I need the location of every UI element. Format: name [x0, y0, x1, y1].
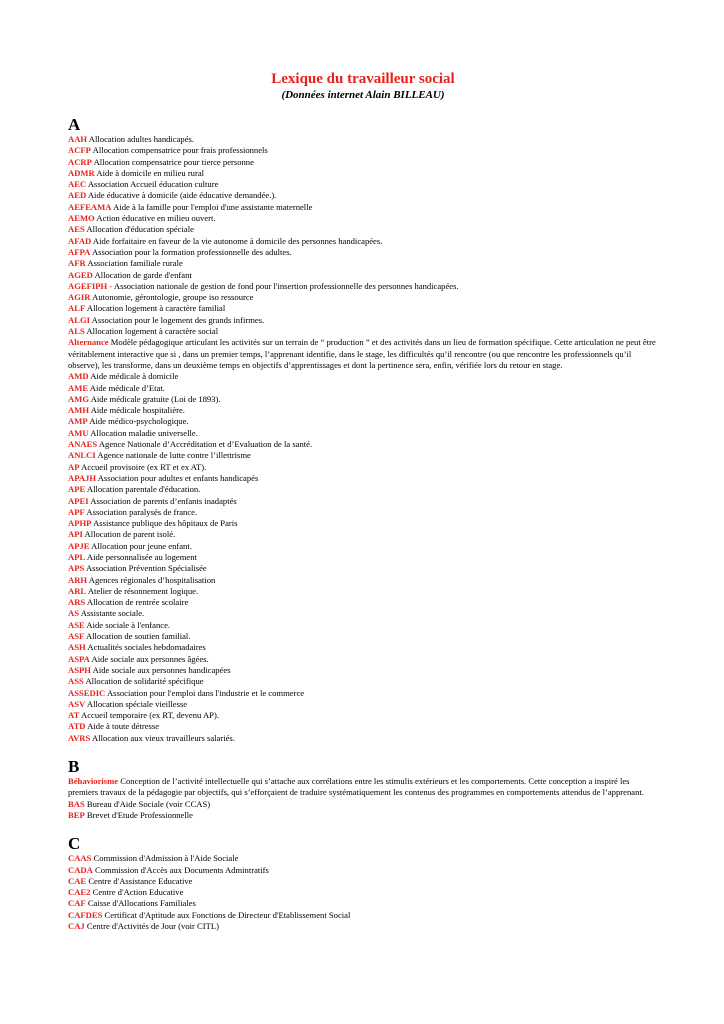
entry-abbreviation: AEMO — [68, 213, 95, 224]
entry-definition: Modèle pédagogique articulant les activités sur un terrain de “ production ” et des activités dans un lieu de formation spécifique. Cette articulation ne peut être véritablement interactive que si , dans un premier temps, l’apprenant identifie, dans le stage, les difficultés qu’il rencontre (ou que rencontre les professionnels qu’il observe), les transforme, dans un deuxième temps en objectifs d’apprentissages et dont la pertinence sera, enfin, vérifiée lors du retour en stage. — [68, 337, 656, 370]
entry-definition: Aide médicale gratuite (Loi de 1893). — [90, 393, 221, 404]
entry-abbreviation: AFAD — [68, 235, 92, 246]
entry-abbreviation: APEI — [68, 495, 89, 506]
lexicon-entry — [68, 608, 658, 619]
entry-abbreviation: CADA — [68, 864, 93, 875]
document-page — [68, 70, 658, 932]
entry-abbreviation: CAE — [68, 875, 87, 886]
entry-abbreviation: ALGI — [68, 314, 90, 325]
lexicon-entry — [68, 876, 658, 887]
lexicon-entry — [68, 665, 658, 676]
lexicon-entry — [68, 654, 658, 665]
lexicon-entry — [68, 721, 658, 732]
lexicon-entry — [68, 898, 658, 909]
lexicon-entry — [68, 597, 658, 608]
entry-definition: Agences régionales d’hospitalisation — [88, 574, 216, 585]
lexicon-entry — [68, 473, 658, 484]
lexicon-entry — [68, 887, 658, 898]
entry-abbreviation: AGED — [68, 269, 93, 280]
entry-abbreviation: ACRP — [68, 156, 92, 167]
entry-abbreviation: Béhaviorisme — [68, 776, 119, 787]
entry-abbreviation: ARL — [68, 585, 87, 596]
section-c — [68, 835, 658, 932]
entry-definition: Allocation de rentrée scolaire — [86, 597, 189, 608]
lexicon-entry — [68, 484, 658, 495]
lexicon-entry — [68, 810, 658, 821]
lexicon-entry — [68, 224, 658, 235]
entry-abbreviation: ASS — [68, 676, 84, 687]
entry-definition: Association pour la formation professionnelle des adultes. — [91, 246, 292, 257]
lexicon-entry — [68, 337, 658, 371]
entry-definition: Aide à toute détresse — [87, 721, 160, 732]
lexicon-entry — [68, 563, 658, 574]
entry-abbreviation: AMD — [68, 371, 89, 382]
entry-abbreviation: APAJH — [68, 472, 97, 483]
entry-definition: Assistante sociale. — [80, 608, 145, 619]
entry-abbreviation: AEFEAMA — [68, 201, 112, 212]
lexicon-entry — [68, 921, 658, 932]
entry-definition: Association Accueil éducation culture — [87, 179, 219, 190]
entry-abbreviation: AAH — [68, 134, 88, 144]
entry-definition: Accueil temporaire (ex RT, devenu AP). — [81, 710, 219, 721]
document-subtitle: (Données internet Alain BILLEAU) — [281, 89, 445, 101]
lexicon-entry — [68, 865, 658, 876]
lexicon-entry — [68, 236, 658, 247]
entry-abbreviation: ASE — [68, 619, 85, 630]
lexicon-entry — [68, 168, 658, 179]
lexicon-entry — [68, 799, 658, 810]
entry-definition: Allocation spéciale vieillesse — [86, 698, 188, 709]
entry-definition: Aide à la famille pour l'emploi d'une assistante maternelle — [113, 201, 313, 212]
entry-definition: Allocation de solidarité spécifique — [85, 676, 204, 687]
lexicon-entry — [68, 642, 658, 653]
entry-definition: Allocation logement à caractère social — [86, 326, 219, 337]
entry-abbreviation: BAS — [68, 798, 85, 809]
entry-abbreviation: AMG — [68, 393, 90, 404]
entry-definition: Allocation parentale d'éducation. — [86, 484, 201, 495]
lexicon-entry — [68, 405, 658, 416]
entry-definition: Allocation logement à caractère familial — [86, 303, 226, 314]
lexicon-entry — [68, 270, 658, 281]
lexicon-entry — [68, 303, 658, 314]
entry-abbreviation: API — [68, 529, 83, 540]
entry-definition: Allocation compensatrice pour frais professionnels — [92, 145, 268, 156]
entry-definition: Association pour adultes et enfants handicapés — [97, 472, 259, 483]
entry-definition: Certificat d'Aptitude aux Fonctions de Directeur d'Etablissement Social — [104, 909, 351, 920]
entry-abbreviation: APS — [68, 563, 85, 574]
entry-definition: Aide forfaitaire en faveur de la vie autonome à domicile des personnes handicapées. — [92, 235, 383, 246]
lexicon-entry — [68, 383, 658, 394]
entry-definition: Association pour l'emploi dans l'industrie et le commerce — [106, 687, 305, 698]
entry-abbreviation: ASV — [68, 698, 86, 709]
entry-definition: Aide éducative à domicile (aide éducative demandée.). — [87, 190, 277, 201]
entry-definition: Centre d'Assistance Educative — [88, 875, 193, 886]
lexicon-entry — [68, 733, 658, 744]
entry-definition: Aide sociale à l'enfance. — [86, 619, 171, 630]
entry-abbreviation: AT — [68, 710, 80, 721]
lexicon-entry — [68, 247, 658, 258]
lexicon-entry — [68, 213, 658, 224]
entry-abbreviation: AGEFIPH - — [68, 280, 113, 291]
entry-definition: Caisse d'Allocations Familiales — [87, 898, 196, 909]
document-title: Lexique du travailleur social — [271, 71, 455, 87]
entry-abbreviation: ASH — [68, 642, 86, 653]
section-a — [68, 116, 658, 744]
entry-definition: Centre d'Action Educative — [92, 887, 184, 898]
entry-abbreviation: APL — [68, 551, 86, 562]
entry-definition: Aide médicale hospitalière. — [90, 405, 185, 416]
lexicon-entry — [68, 394, 658, 405]
entry-definition: Allocation aux vieux travailleurs salariés. — [91, 732, 235, 743]
lexicon-entry — [68, 428, 658, 439]
entry-abbreviation: CAJ — [68, 921, 85, 931]
entry-definition: Association nationale de gestion de fond pour l'insertion professionnelle des personnes handicapées. — [113, 280, 459, 291]
entry-definition: Allocation de garde d'enfant — [94, 269, 192, 280]
entry-definition: Association pour le logement des grands infirmes. — [91, 314, 265, 325]
entry-abbreviation: ASF — [68, 631, 85, 642]
entry-abbreviation: CAF — [68, 898, 86, 909]
lexicon-entry — [68, 676, 658, 687]
entry-definition: Aide médicale d’Etat. — [89, 382, 165, 393]
entry-definition: Aide sociale aux personnes âgées. — [91, 653, 209, 664]
entry-abbreviation: APE — [68, 484, 86, 495]
lexicon-entry — [68, 292, 658, 303]
entry-abbreviation: AES — [68, 224, 85, 235]
entry-definition: Aide sociale aux personnes handicapées — [92, 664, 231, 675]
entry-definition: Commission d'Admission à l'Aide Sociale — [93, 853, 239, 864]
entry-definition: Aide à domicile en milieu rural — [96, 167, 205, 178]
lexicon-entry — [68, 586, 658, 597]
lexicon-entry — [68, 416, 658, 427]
entry-abbreviation: AFR — [68, 258, 86, 269]
entry-abbreviation: ASPH — [68, 664, 91, 675]
lexicon-entry — [68, 620, 658, 631]
entry-abbreviation: APF — [68, 506, 85, 517]
entry-definition: Allocation pour jeune enfant. — [91, 540, 192, 551]
entry-definition: Action éducative en milieu ouvert. — [96, 213, 216, 224]
lexicon-entry — [68, 699, 658, 710]
entry-abbreviation: AMP — [68, 416, 88, 427]
lexicon-entry — [68, 134, 658, 145]
lexicon-entry — [68, 529, 658, 540]
entry-abbreviation: Alternance — [68, 337, 109, 348]
lexicon-entry — [68, 450, 658, 461]
entry-abbreviation: ASPA — [68, 653, 90, 664]
entry-abbreviation: BEP — [68, 809, 85, 820]
lexicon-entry — [68, 439, 658, 450]
lexicon-entry — [68, 462, 658, 473]
entry-abbreviation: AGIR — [68, 292, 91, 303]
entry-definition: Actualités sociales hebdomadaires — [87, 642, 206, 653]
entry-definition: Agence nationale de lutte contre l’illettrisme — [97, 450, 251, 461]
lexicon-entry — [68, 281, 658, 292]
entry-definition: Centre d'Activités de Jour (voir CITL) — [86, 921, 219, 931]
entry-abbreviation: APJE — [68, 540, 90, 551]
entry-definition: Allocation compensatrice pour tierce personne — [93, 156, 254, 167]
entry-abbreviation: AEC — [68, 179, 87, 190]
entry-abbreviation: CAE2 — [68, 887, 91, 898]
lexicon-entry — [68, 202, 658, 213]
entry-definition: Association de parents d’enfants inadaptés — [90, 495, 237, 506]
entry-definition: Association familiale rurale — [87, 258, 183, 269]
entry-definition: Aide médico-psychologique. — [89, 416, 189, 427]
entry-abbreviation: ALF — [68, 303, 86, 314]
entry-definition: Allocation de parent isolé. — [84, 529, 176, 540]
lexicon-entry — [68, 326, 658, 337]
entry-abbreviation: AS — [68, 608, 79, 619]
lexicon-entry — [68, 507, 658, 518]
entry-definition: Aide personnalisée au logement — [86, 551, 197, 562]
lexicon-entry — [68, 776, 658, 799]
entry-abbreviation: ANLCI — [68, 450, 96, 461]
entry-abbreviation: AED — [68, 190, 87, 201]
section-letter-heading: A — [68, 115, 81, 134]
entry-abbreviation: AME — [68, 382, 89, 393]
lexicon-entry — [68, 145, 658, 156]
entry-definition: Association paralysés de france. — [86, 506, 198, 517]
entry-abbreviation: AP — [68, 461, 80, 472]
entry-abbreviation: APHP — [68, 518, 92, 529]
lexicon-entry — [68, 575, 658, 586]
entry-definition: Brevet d'Etude Professionnelle — [86, 809, 193, 820]
entry-abbreviation: ARH — [68, 574, 88, 585]
lexicon-entry — [68, 688, 658, 699]
lexicon-entry — [68, 710, 658, 721]
entry-definition: Aide médicale à domicile — [90, 371, 179, 382]
entry-abbreviation: AVRS — [68, 732, 91, 743]
entry-definition: Allocation maladie universelle. — [90, 427, 198, 438]
lexicon-sections — [68, 116, 658, 932]
section-letter-heading: B — [68, 757, 80, 777]
lexicon-entry — [68, 910, 658, 921]
section-letter-heading: C — [68, 834, 81, 854]
entry-definition: Assistance publique des hôpitaux de Paris — [93, 518, 238, 529]
entry-abbreviation: AMU — [68, 427, 89, 438]
lexicon-entry — [68, 157, 658, 168]
entry-abbreviation: ADMR — [68, 167, 95, 178]
entry-abbreviation: CAAS — [68, 853, 92, 864]
entry-abbreviation: ACFP — [68, 145, 91, 156]
entry-definition: Allocation adultes handicapés. — [88, 134, 195, 144]
lexicon-entry — [68, 371, 658, 382]
entry-definition: Bureau d'Aide Sociale (voir CCAS) — [86, 798, 211, 809]
entry-abbreviation: ARS — [68, 597, 86, 608]
entry-definition: Allocation de soutien familial. — [85, 631, 191, 642]
entry-abbreviation: CAFDES — [68, 909, 103, 920]
lexicon-entry — [68, 496, 658, 507]
lexicon-entry — [68, 190, 658, 201]
lexicon-entry — [68, 631, 658, 642]
entry-abbreviation: ALS — [68, 326, 85, 337]
lexicon-entry — [68, 541, 658, 552]
lexicon-entry — [68, 552, 658, 563]
entry-abbreviation: ATD — [68, 721, 86, 732]
entry-definition: Atelier de résonnement logique. — [87, 585, 199, 596]
entry-definition: Autonomie, gérontologie, groupe iso ressource — [92, 292, 254, 303]
section-b — [68, 758, 658, 821]
entry-definition: Commission d'Accès aux Documents Admintratifs — [94, 864, 269, 875]
lexicon-entry — [68, 315, 658, 326]
entry-definition: Association Prévention Spécialisée — [85, 563, 207, 574]
lexicon-entry — [68, 258, 658, 269]
entry-definition: Agence Nationale d’Accréditation et d’Evaluation de la santé. — [98, 439, 313, 450]
entry-abbreviation: AFPA — [68, 246, 91, 257]
entry-abbreviation: AMH — [68, 405, 90, 416]
entry-abbreviation: ANAES — [68, 439, 98, 450]
entry-abbreviation: ASSEDIC — [68, 687, 106, 698]
entry-definition: Conception de l’activité intellectuelle qui s’attache aux corrélations entre les stimulis extérieurs et les comportements. Cette conception a inspiré les premiers travaux de la pédagogie par objectifs, qui s’efforçaient de traduire systématiquement les contenus des programmes en comportements attendus de l’apprenant. — [68, 776, 644, 798]
lexicon-entry — [68, 853, 658, 864]
lexicon-entry — [68, 518, 658, 529]
entry-definition: Accueil provisoire (ex RT et ex AT). — [81, 461, 207, 472]
lexicon-entry — [68, 179, 658, 190]
entry-definition: Allocation d'éducation spéciale — [86, 224, 194, 235]
